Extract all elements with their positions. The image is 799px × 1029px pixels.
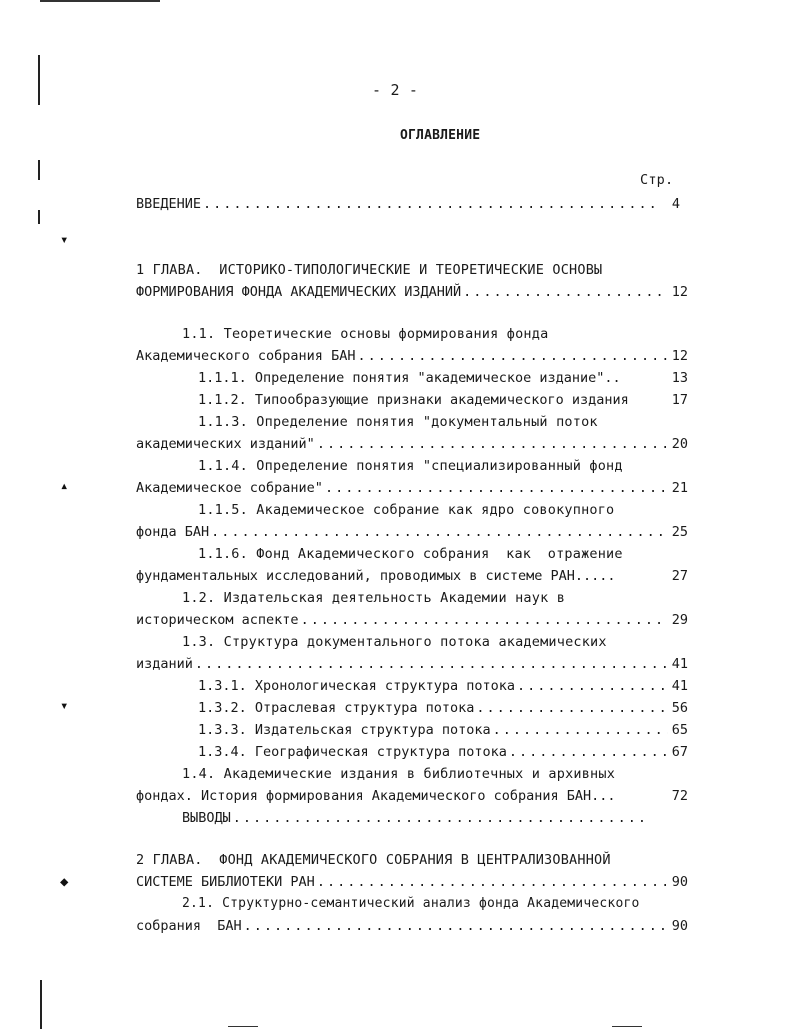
toc-entry-text: академических изданий" [136, 436, 315, 452]
scan-edge-mark [612, 1026, 642, 1027]
toc-entry-text: 1.3.4. Географическая структура потока [198, 744, 507, 760]
toc-entry [198, 678, 688, 694]
toc-entry-text: фундаментальных исследований, проводимых в системе РАН..... [136, 568, 616, 584]
toc-entry [198, 392, 688, 408]
toc-entry-line1: 1.3. Структура документального потока академических [182, 634, 607, 650]
toc-entry [136, 196, 680, 212]
scan-edge-mark [40, 0, 160, 2]
toc-leader [211, 524, 668, 540]
toc-entry-line1: 1.4. Академические издания в библиотечных и архивных [182, 766, 616, 782]
toc-entry-text: ФОРМИРОВАНИЯ ФОНДА АКАДЕМИЧЕСКИХ ИЗДАНИЙ [136, 284, 462, 300]
toc-entry [182, 810, 664, 826]
page-number: - 2 - [372, 81, 419, 99]
toc-entry-page: 67 [671, 744, 688, 760]
toc-leader [493, 722, 668, 738]
toc-leader [517, 678, 668, 694]
toc-entry [136, 568, 688, 584]
toc-leader [244, 918, 668, 934]
toc-entry-page: 41 [671, 656, 688, 672]
toc-entry-text: 1.3.1. Хронологическая структура потока [198, 678, 515, 694]
toc-entry [136, 524, 688, 540]
toc-entry [198, 722, 688, 738]
toc-leader [509, 744, 668, 760]
toc-entry [198, 744, 688, 760]
toc-entry-page: 27 [671, 568, 688, 584]
scan-margin-line [38, 160, 40, 180]
toc-entry-text: Академического собрания БАН [136, 348, 356, 364]
toc-entry [136, 436, 688, 452]
toc-leader [203, 196, 660, 212]
toc-leader [233, 810, 644, 826]
toc-leader [476, 700, 668, 716]
toc-entry-page: 90 [671, 874, 688, 890]
toc-entry-page: 29 [671, 612, 688, 628]
scan-margin-line [38, 55, 40, 105]
toc-entry [136, 874, 688, 890]
toc-entry-text: 1.1.1. Определение понятия "академическое издание".. [198, 370, 621, 386]
toc-entry [136, 656, 688, 672]
toc-entry [198, 370, 688, 386]
toc-entry-page: 72 [671, 788, 688, 804]
toc-entry-page: 90 [671, 918, 688, 934]
toc-entry-text: фондах. История формирования Академического собрания БАН... [136, 788, 616, 804]
toc-entry-page: 4 [671, 196, 680, 212]
toc-entry-text: собрания БАН [136, 918, 242, 934]
toc-entry-line1: 1.1.5. Академическое собрание как ядро совокупного [198, 502, 615, 518]
toc-leader [325, 480, 668, 496]
toc-entry [136, 284, 688, 300]
toc-entry [136, 480, 688, 496]
punch-hole-mark-icon: ◆ [60, 874, 69, 890]
toc-entry-page: 12 [671, 348, 688, 364]
toc-entry-page: 13 [671, 370, 688, 386]
toc-entry-text: 1.3.3. Издательская структура потока [198, 722, 491, 738]
toc-entry-page: 21 [671, 480, 688, 496]
toc-leader [195, 656, 668, 672]
toc-entry-line1: 2.1. Структурно-семантический анализ фонда Академического [182, 896, 640, 911]
toc-leader [317, 874, 668, 890]
toc-entry-page: 25 [671, 524, 688, 540]
toc-entry-page: 20 [671, 436, 688, 452]
toc-entry-page: 12 [671, 284, 688, 300]
punch-hole-mark-icon: ▾ [60, 232, 69, 248]
page-title: ОГЛАВЛЕНИЕ [400, 128, 481, 143]
toc-entry-text: Академическое собрание" [136, 480, 323, 496]
toc-entry-text: изданий [136, 656, 193, 672]
toc-entry-page: 17 [671, 392, 688, 408]
toc-entry-line1: 1.1.3. Определение понятия "документальный поток [198, 414, 598, 430]
toc-entry-line1: 1.2. Издательская деятельность Академии наук в [182, 590, 566, 606]
toc-entry-text: 1.1.2. Типообразующие признаки академического издания [198, 392, 629, 408]
toc-leader [357, 348, 668, 364]
toc-entry [198, 700, 688, 716]
scan-margin-line [38, 210, 40, 224]
toc-entry [136, 612, 688, 628]
toc-entry-text: историческом аспекте [136, 612, 299, 628]
toc-entry-page: 41 [671, 678, 688, 694]
toc-entry [136, 788, 688, 804]
toc-leader [463, 284, 668, 300]
toc-entry-page: 65 [671, 722, 688, 738]
toc-entry-page: 56 [671, 700, 688, 716]
punch-hole-mark-icon: ▾ [60, 698, 69, 714]
toc-leader [301, 612, 668, 628]
toc-leader [317, 436, 668, 452]
toc-entry-line1: 1 ГЛАВА. ИСТОРИКО-ТИПОЛОГИЧЕСКИЕ И ТЕОРЕТИЧЕСКИЕ ОСНОВЫ [136, 262, 603, 278]
toc-entry-line1: 1.1.4. Определение понятия "специализированный фонд [198, 458, 623, 474]
toc-entry-text: СИСТЕМЕ БИБЛИОТЕКИ РАН [136, 874, 315, 890]
page-column-label: Стр. [640, 172, 674, 188]
scan-margin-line [40, 980, 42, 1029]
toc-entry-line1: 1.1.6. Фонд Академического собрания как отражение [198, 546, 623, 562]
toc-entry-text: ВВЕДЕНИЕ [136, 196, 202, 212]
punch-hole-mark-icon: ▴ [60, 478, 69, 494]
toc-entry-text: 1.3.2. Отраслевая структура потока [198, 700, 475, 716]
toc-entry [136, 348, 688, 364]
scan-edge-mark [228, 1026, 258, 1027]
toc-entry [136, 918, 688, 934]
toc-entry-line1: 2 ГЛАВА. ФОНД АКАДЕМИЧЕСКОГО СОБРАНИЯ В ЦЕНТРАЛИЗОВАННОЙ [136, 852, 611, 868]
toc-entry-text: ВЫВОДЫ [182, 810, 231, 826]
toc-entry-line1: 1.1. Теоретические основы формирования фонда [182, 326, 549, 342]
toc-entry-text: фонда БАН [136, 524, 210, 540]
